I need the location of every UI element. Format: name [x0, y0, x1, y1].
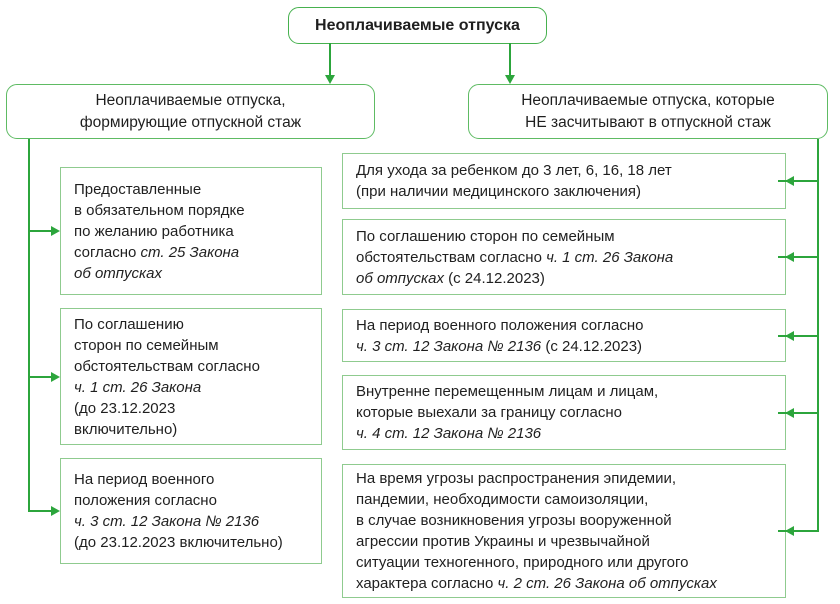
text-line: ч. 3 ст. 12 Закона № 2136 (с 24.12.2023) — [356, 337, 643, 355]
left-branch-header — [6, 84, 375, 139]
text-line: (при наличии медицинского заключения) — [356, 183, 641, 200]
arrowhead-into-right-box-5 — [785, 526, 794, 536]
text-line: Неоплачиваемые отпуска, — [95, 91, 286, 109]
text-line: сторон по семейным — [74, 336, 219, 354]
text-line: ч. 3 ст. 12 Закона № 2136 — [74, 513, 260, 530]
arrowhead-into-left-box-2 — [51, 372, 60, 382]
text-line: агрессии против Украины и чрезвычайной — [356, 533, 650, 550]
root-node-label: Неоплачиваемые отпуска — [315, 16, 520, 34]
left-leaf-box-3 — [60, 458, 322, 564]
text-line: об отпусках (с 24.12.2023) — [356, 269, 545, 287]
text-line: Предоставленные — [74, 180, 202, 198]
right-leaf-box-1 — [342, 153, 786, 209]
text-line: в обязательном порядке — [74, 201, 245, 219]
text-line: Внутренне перемещенным лицам и лицам, — [356, 383, 659, 400]
left-branch-connector-2 — [28, 376, 52, 378]
text-line: Для ухода за ребенком до 3 лет, 6, 16, 18 лет — [356, 162, 672, 179]
connector-title-to-left-header — [329, 43, 331, 76]
right-leaf-box-3 — [342, 309, 786, 362]
text-line: (до 23.12.2023 — [74, 399, 176, 417]
text-line: ситуации техногенного, природного или другого — [356, 554, 689, 571]
text-line: (до 23.12.2023 включительно) — [74, 534, 283, 551]
arrowhead-down-right — [505, 75, 515, 84]
text-line: об отпусках — [74, 264, 162, 282]
right-branch-header — [468, 84, 828, 139]
text-line: На время угрозы распространения эпидемии, — [356, 470, 677, 487]
right-leaf-box-5 — [342, 464, 786, 598]
text-line: обстоятельствам согласно — [74, 357, 260, 375]
left-branch-connector-1 — [28, 230, 52, 232]
left-leaf-box-2 — [60, 308, 322, 445]
text-line: формирующие отпускной стаж — [79, 113, 302, 131]
text-line: которые выехали за границу согласно — [356, 404, 622, 421]
arrowhead-down-left — [325, 75, 335, 84]
text-line: По соглашению — [74, 315, 184, 333]
arrowhead-into-right-box-4 — [785, 408, 794, 418]
arrowhead-into-right-box-2 — [785, 252, 794, 262]
left-leaf-box-1 — [60, 167, 322, 295]
text-line: Неоплачиваемые отпуска, которые — [521, 91, 775, 109]
text-line: По соглашению сторон по семейным — [356, 227, 615, 245]
text-line: На период военного положения согласно — [356, 316, 644, 334]
text-line: пандемии, необходимости самоизоляции, — [356, 491, 649, 508]
arrowhead-into-right-box-1 — [785, 176, 794, 186]
text-line: ч. 4 ст. 12 Закона № 2136 — [356, 425, 542, 442]
text-line: положения согласно — [74, 492, 217, 509]
arrowhead-into-left-box-1 — [51, 226, 60, 236]
text-line: согласно ст. 25 Закона — [74, 243, 240, 261]
text-line: включительно) — [74, 420, 178, 438]
text-line: по желанию работника — [74, 222, 234, 240]
text-line: в случае возникновения угрозы вооруженной — [356, 512, 672, 529]
arrowhead-into-left-box-3 — [51, 506, 60, 516]
connector-title-to-right-header — [509, 43, 511, 76]
right-leaf-box-2 — [342, 219, 786, 295]
text-line: обстоятельствам согласно ч. 1 ст. 26 Закона — [356, 248, 674, 266]
text-line: НЕ засчитывают в отпускной стаж — [525, 113, 771, 131]
left-branch-connector-3 — [28, 510, 52, 512]
right-leaf-box-4 — [342, 375, 786, 450]
root-node — [288, 7, 547, 44]
text-line: На период военного — [74, 471, 215, 488]
text-line: ч. 1 ст. 26 Закона — [74, 378, 202, 396]
left-branch-trunk — [28, 139, 30, 512]
text-line: характера согласно ч. 2 ст. 26 Закона об отпусках — [356, 575, 717, 592]
arrowhead-into-right-box-3 — [785, 331, 794, 341]
